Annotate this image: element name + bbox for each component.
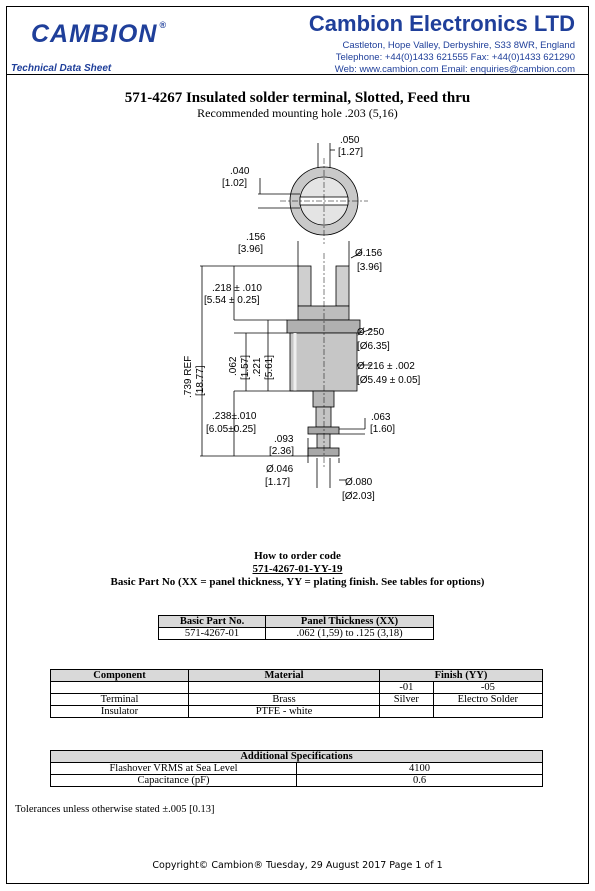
dim-dia-216-mm: [Ø5.49 ± 0.05] xyxy=(357,375,421,386)
table-row: Capacitance (pF) 0.6 xyxy=(51,775,543,787)
terminal-drawing xyxy=(150,128,450,508)
dim-739: .739 REF xyxy=(183,355,194,398)
company-address: Castleton, Hope Valley, Derbyshire, S33 8WR, England xyxy=(342,40,575,51)
dim-dia-156-mm: [3.96] xyxy=(357,262,383,273)
dim-dia-216: Ø.216 ± .002 xyxy=(357,361,415,372)
cambion-logo: CAMBION ® xyxy=(31,20,168,48)
table-header: Finish (YY) xyxy=(380,670,543,682)
company-name: Cambion Electronics LTD xyxy=(308,11,575,36)
dim-050: .050 xyxy=(340,135,360,146)
company-web: Web: www.cambion.com Email: enquiries@cambion.com xyxy=(334,64,575,75)
dim-050-mm: [1.27] xyxy=(338,147,364,158)
table-header: Basic Part No. xyxy=(159,616,266,628)
dim-063-mm: [1.60] xyxy=(370,424,396,435)
dim-dia-250-mm: [Ø6.35] xyxy=(357,341,390,352)
order-code: 571-4267-01-YY-19 xyxy=(252,563,343,575)
dim-dia-250: Ø.250 xyxy=(357,327,385,338)
dim-739-mm: [18.77] xyxy=(195,365,206,396)
order-basic-note: Basic Part No (XX = panel thickness, YY = plating finish. See tables for options) xyxy=(110,576,485,588)
table-row: Insulator PTFE - white xyxy=(51,706,543,718)
dim-221: .221 xyxy=(252,357,263,377)
additional-specs-table xyxy=(50,750,543,787)
page-subtitle: Recommended mounting hole .203 (5,16) xyxy=(197,106,398,120)
order-heading: How to order code xyxy=(254,550,341,562)
company-phone: Telephone: +44(0)1433 621555 Fax: +44(0)1433 621290 xyxy=(335,52,575,63)
dim-dia-156: Ø.156 xyxy=(355,248,383,259)
dim-040-mm: [1.02] xyxy=(222,178,248,189)
dim-063: .063 xyxy=(371,412,391,423)
dim-dia-046-mm: [1.17] xyxy=(265,477,291,488)
dim-218-mm: [5.54 ± 0.25] xyxy=(204,295,260,306)
dim-040: .040 xyxy=(230,166,250,177)
dim-218: .218 ± .010 xyxy=(212,283,262,294)
table-header: Component xyxy=(51,670,189,682)
table-header: Panel Thickness (XX) xyxy=(266,616,434,628)
table-row: Terminal Brass Silver Electro Solder xyxy=(51,694,543,706)
dim-093-mm: [2.36] xyxy=(269,446,295,457)
table-header: Additional Specifications xyxy=(51,751,543,763)
dim-062-mm: [1.57] xyxy=(240,354,251,380)
panel-thickness-table xyxy=(158,615,434,640)
dim-dia-080: Ø.080 xyxy=(345,477,373,488)
dim-062: .062 xyxy=(228,356,239,376)
dim-093: .093 xyxy=(274,434,294,445)
dim-156-mm: [3.96] xyxy=(238,244,264,255)
dim-156: .156 xyxy=(246,232,266,243)
footer-copyright: Copyright© Cambion® Tuesday, 29 August 2017 Page 1 of 1 xyxy=(152,860,443,871)
dim-dia-046: Ø.046 xyxy=(266,464,294,475)
table-row: Flashover VRMS at Sea Level 4100 xyxy=(51,763,543,775)
table-row: 571-4267-01 .062 (1,59) to .125 (3,18) xyxy=(159,628,434,640)
page-title: 571-4267 Insulated solder terminal, Slotted, Feed thru xyxy=(124,90,471,106)
dim-dia-080-mm: [Ø2.03] xyxy=(342,491,375,502)
header xyxy=(7,7,588,75)
dim-238: .238±.010 xyxy=(212,411,257,422)
tolerance-note: Tolerances unless otherwise stated ±.005 [0.13] xyxy=(15,804,215,815)
dim-221-mm: [5.61] xyxy=(264,354,275,380)
dim-238-mm: [6.05±0.25] xyxy=(206,424,256,435)
table-header: Material xyxy=(189,670,380,682)
materials-table xyxy=(50,669,543,718)
table-row: -01 -05 xyxy=(51,682,543,694)
technical-data-sheet-label: Technical Data Sheet xyxy=(11,63,112,74)
